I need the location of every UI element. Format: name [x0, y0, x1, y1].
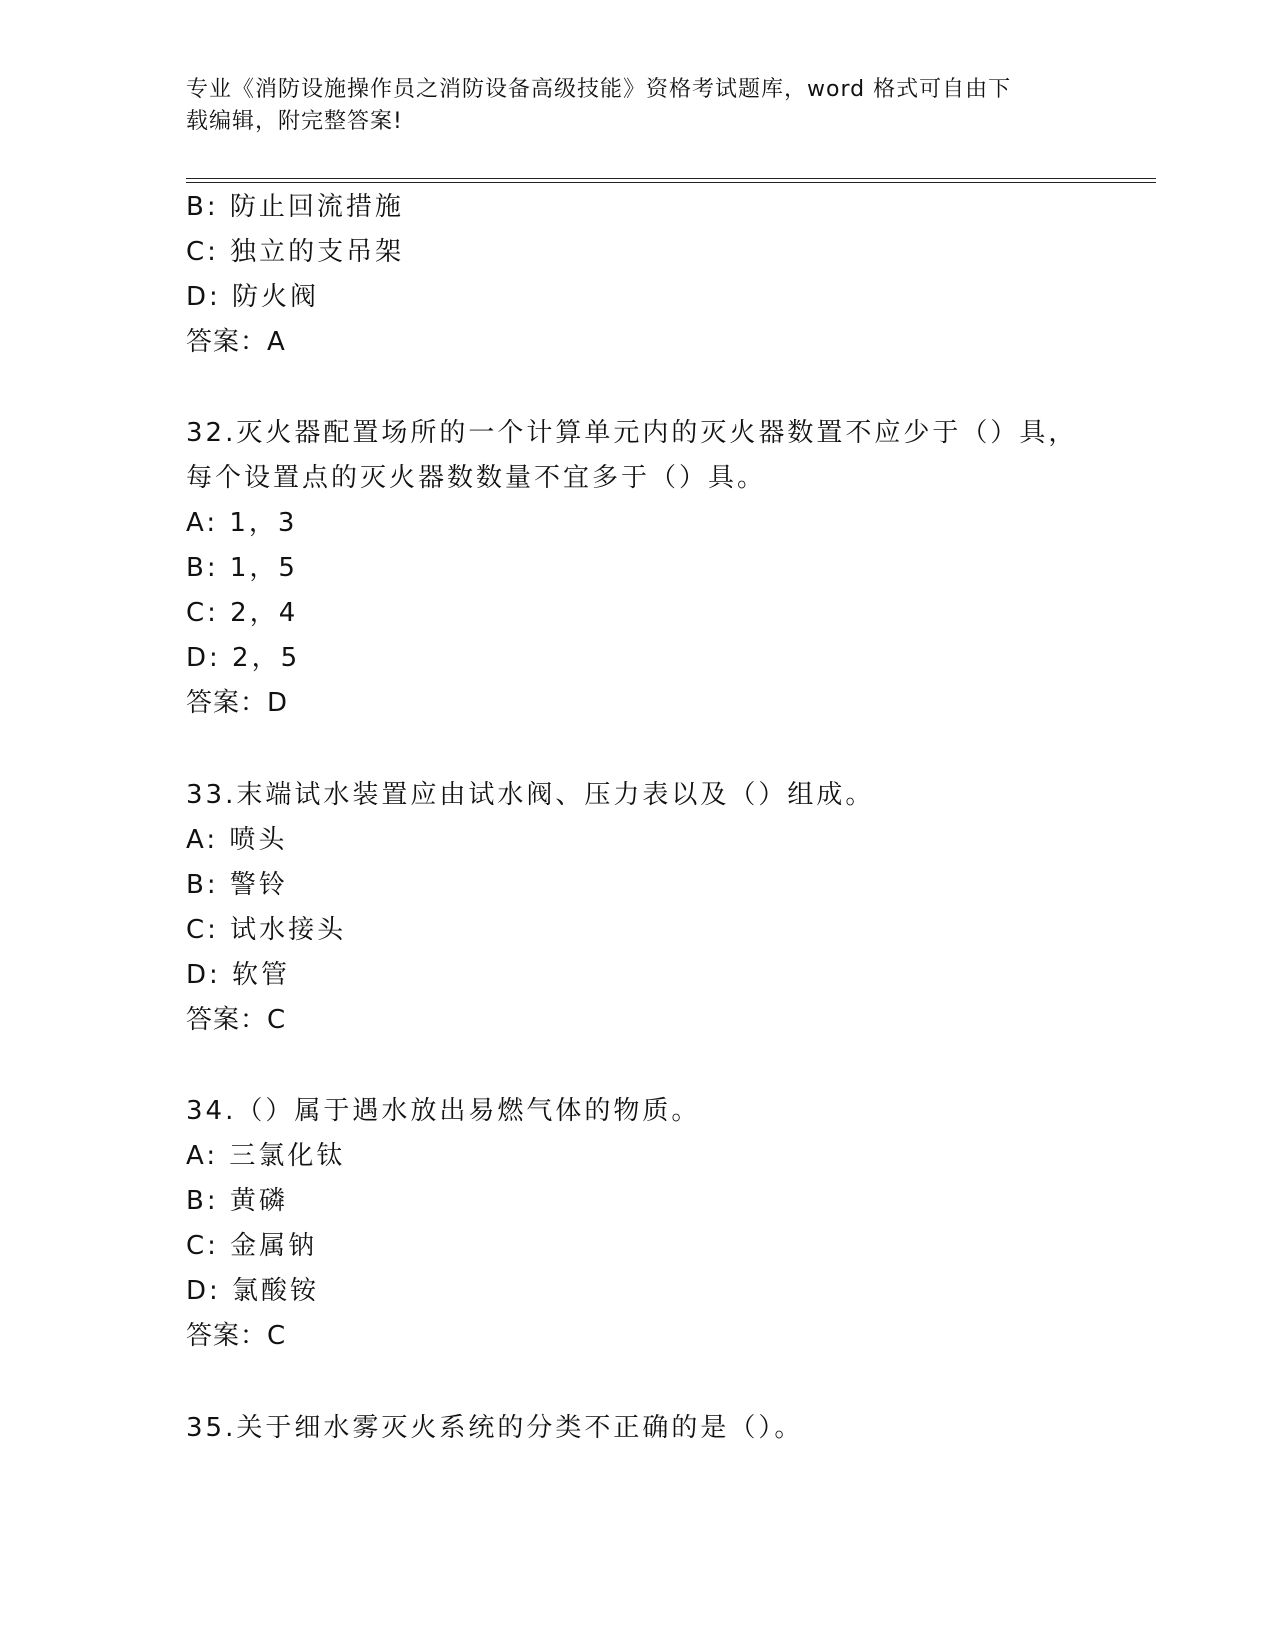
header-divider-bottom — [186, 182, 1156, 183]
q32-option-a: A: 1，3 — [186, 508, 298, 538]
q32-stem-line-2: 每个设置点的灭火器数数量不宜多于（）具。 — [186, 463, 767, 493]
q32-option-d: D: 2，5 — [186, 643, 301, 673]
q35-stem: 35.关于细水雾灭火系统的分类不正确的是（）。 — [186, 1413, 804, 1443]
header-divider-top — [186, 178, 1156, 179]
document-header — [186, 74, 1066, 138]
header-line-1: 专业《消防设施操作员之消防设备高级技能》资格考试题库，word 格式可自由下 — [186, 77, 1012, 102]
q34-option-b: B: 黄磷 — [186, 1186, 288, 1216]
q34-stem: 34.（）属于遇水放出易燃气体的物质。 — [186, 1096, 701, 1126]
q34-answer: 答案：C — [186, 1321, 287, 1351]
q33-option-a: A: 喷头 — [186, 825, 288, 855]
q32-answer: 答案：D — [186, 688, 289, 718]
q33-option-d: D: 软管 — [186, 960, 291, 990]
q34-option-a: A: 三氯化钛 — [186, 1141, 346, 1171]
q31-answer: 答案：A — [186, 327, 286, 357]
header-line-2: 载编辑，附完整答案! — [186, 109, 403, 134]
q33-answer: 答案：C — [186, 1005, 287, 1035]
q32-option-b: B: 1，5 — [186, 553, 298, 583]
q32-stem-line-1: 32.灭火器配置场所的一个计算单元内的灭火器数置不应少于（）具， — [186, 418, 1078, 448]
q31-option-b: B: 防止回流措施 — [186, 192, 404, 222]
q31-option-c: C: 独立的支吊架 — [186, 237, 405, 267]
q33-option-b: B: 警铃 — [186, 870, 288, 900]
q31-option-d: D: 防火阀 — [186, 282, 320, 312]
q34-option-c: C: 金属钠 — [186, 1231, 318, 1261]
q33-option-c: C: 试水接头 — [186, 915, 347, 945]
q33-stem: 33.末端试水装置应由试水阀、压力表以及（）组成。 — [186, 780, 875, 810]
q32-option-c: C: 2，4 — [186, 598, 299, 628]
q34-option-d: D: 氯酸铵 — [186, 1276, 320, 1306]
